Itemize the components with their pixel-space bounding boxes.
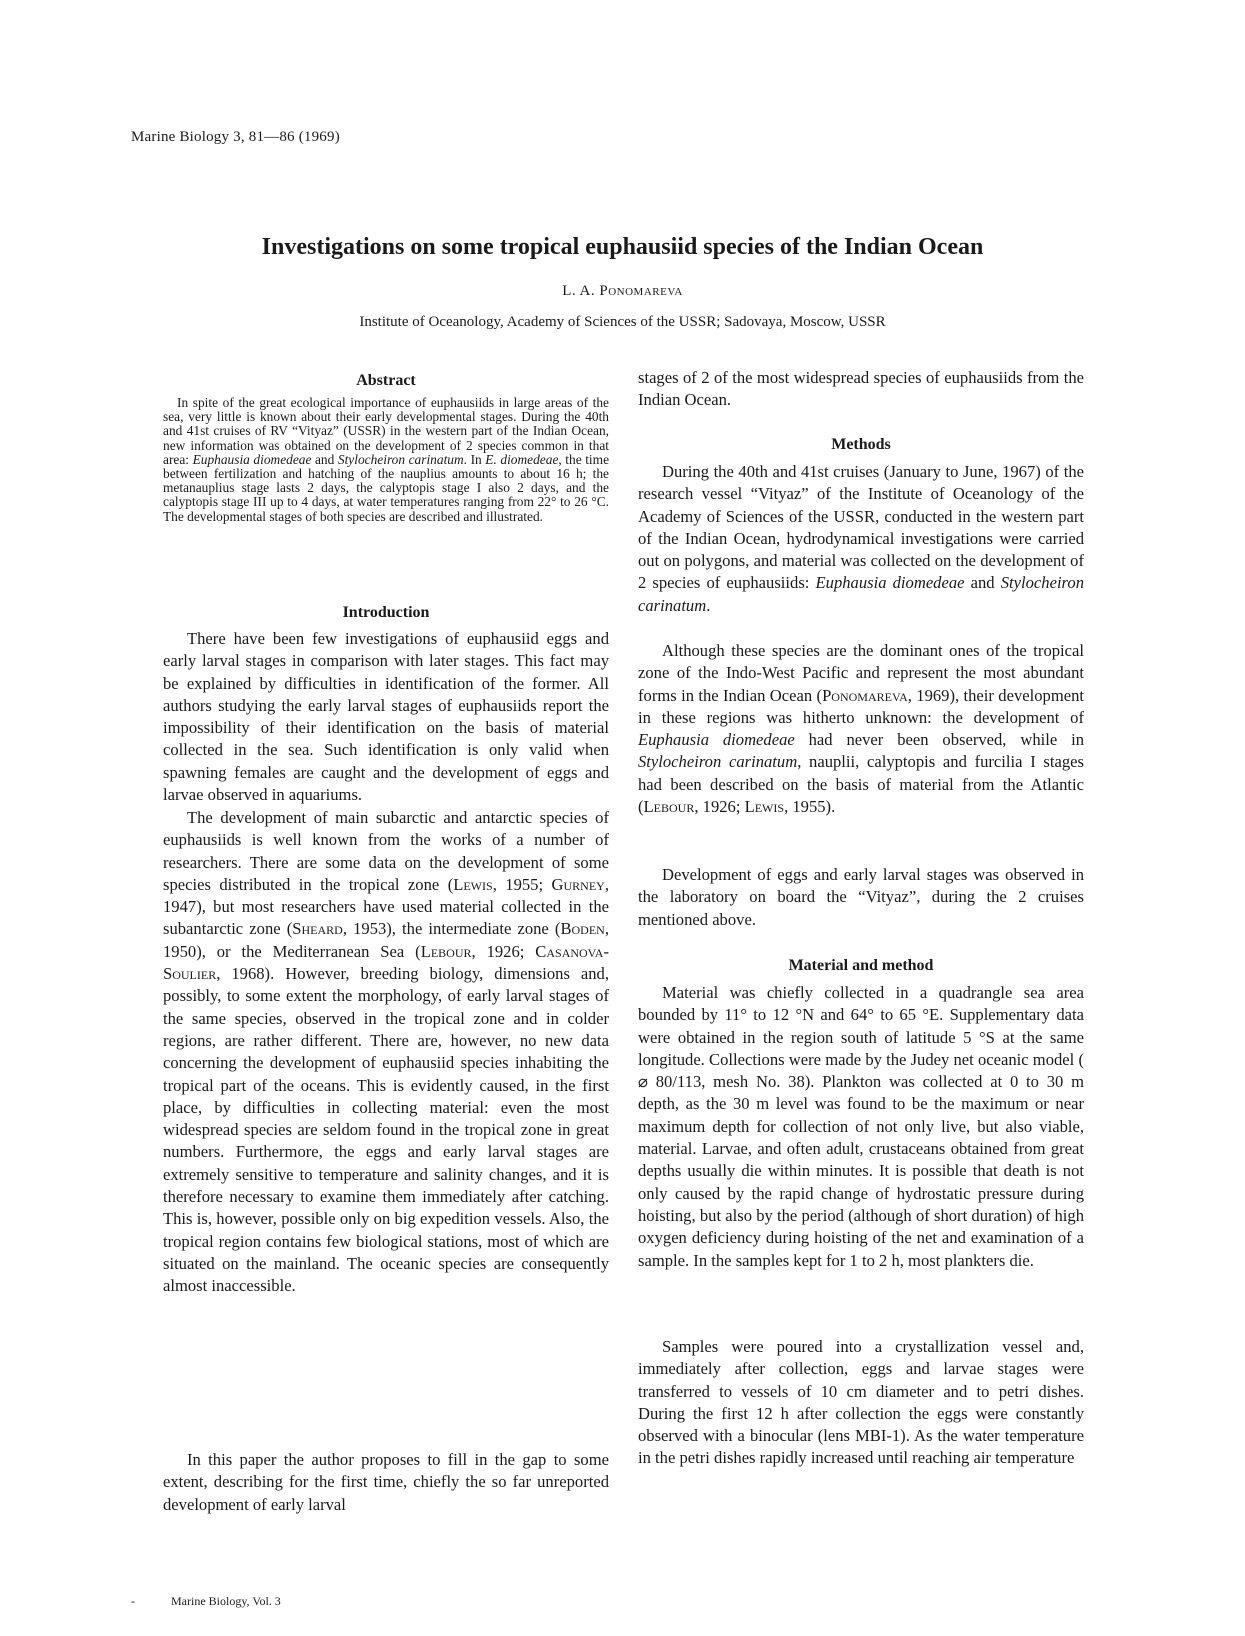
text-run: had never been observed, while in: [794, 730, 1084, 750]
intro-paragraph-3: In this paper the author proposes to fill in the gap to some extent, describing for the first time, chiefly the so far unreported development of early larval: [163, 1450, 609, 1514]
text-run: and: [964, 573, 1001, 593]
journal-reference: Marine Biology 3, 81—86 (1969): [131, 129, 340, 145]
text-run: , 1926;: [694, 797, 745, 817]
cited-author: Gurney: [551, 874, 605, 894]
species-name: Euphausia diomedeae: [638, 730, 795, 750]
text-run: , 1950), or the Mediterranean Sea (: [163, 919, 609, 961]
cited-author: Lebour: [643, 797, 695, 817]
text-run: Although these species are the dominant ones of the tropical zone of the Indo-West Pacific and represent the most abundant forms in the Indian Ocean (: [638, 641, 1084, 705]
abstract-text: , the time between fertilization and hatching of the nauplius amounts to about 16 h; the metanauplius stage lasts 2 days, the calyptopis stage I also 2 days, and the calyptopis stage III up to 4 days, at water temperatures ranging from 22° to 26 °C. The developmental stages of both species are described and illustrated.: [163, 451, 610, 524]
species-name: E. diomedeae: [485, 451, 559, 467]
paper-title: Investigations on some tropical euphausiid species of the Indian Ocean: [261, 234, 984, 260]
abstract-text: In spite of the great ecological importance of euphausiids in large areas of the sea, very little is known about their early developmental stages. During the 40th and 41st cruises of RV “Vityaz” (USSR) in the western part of the Indian Ocean, new information was obtained on the development of 2 species common in that area:: [163, 395, 609, 467]
methods-paragraph-3: Development of eggs and early larval stages was observed in the laboratory on board the “Vityaz”, during the 2 cruises mentioned above.: [638, 865, 1084, 929]
species-name: Stylocheiron carinatum: [638, 752, 798, 772]
cited-author: Lewis: [744, 797, 785, 817]
abstract-heading: Abstract: [356, 372, 416, 389]
cited-author: Lebour: [420, 941, 472, 961]
cited-author: Ponomareva: [822, 685, 908, 705]
cited-author: Lewis: [453, 874, 493, 894]
author-line: [0, 283, 1245, 300]
intro-paragraph-1: There have been few investigations of euphausiid eggs and early larval stages in comparison with later stages. This fact may be explained by difficulties in identification of the former. All authors studying the early larval stages of euphausiids report the impossibility of their identification on the basis of material collected in the sea. Such identification is only valid when spawning females are caught and the development of eggs and larvae observed in aquariums.: [163, 629, 609, 805]
species-name: Stylocheiron carinatum: [337, 451, 464, 467]
cited-author: Boden: [560, 919, 605, 939]
text-run: , 1953), the intermediate zone (: [342, 919, 561, 939]
abstract-text: and: [311, 451, 338, 467]
material-paragraph-2: Samples were poured into a crystallization vessel and, immediately after collection, eggs and larvae stages were transferred to vessels of 10 cm diameter and to petri dishes. During the first 12 h after collection the eggs were constantly observed with a binocular (lens MBI-1). As the water temperature in the petri dishes rapidly increased until reaching air temperature: [638, 1337, 1084, 1468]
text-run: , 1926;: [471, 941, 536, 961]
abstract-text: . In: [463, 451, 486, 467]
abstract-body: [163, 396, 609, 524]
methods-heading: Methods: [831, 436, 891, 453]
methods-paragraph-2: [638, 640, 1084, 818]
affiliation: Institute of Oceanology, Academy of Sciences of the USSR; Sadovaya, Moscow, USSR: [359, 314, 886, 330]
material-paragraph-1: Material was chiefly collected in a quadrangle sea area bounded by 11° to 12 °N and 64° to 65 °E. Supplementary data were obtained in the region south of latitude 5 °S at the same longitude. Collections were made by the Judey net oceanic model ( ⌀ 80/113, mesh No. 38). Plankton was collected at 0 to 30 m depth, as the 30 m level was found to be the maximum or near maximum depth for collection of not only live, but also viable, material. Larvae, and often adult, crustaceans obtained from great depths usually die within minutes. It is possible that death is not only caused by the rapid change of hydrostatic pressure during hoisting, but also by the period (although of short duration) of high oxygen deficiency during hoisting of the net and examination of a sample. In the samples kept for 1 to 2 h, most plankters die.: [638, 983, 1084, 1270]
footer-text: Marine Biology, Vol. 3: [171, 1594, 281, 1608]
page-footer: - Marine Biology, Vol. 3: [131, 1594, 281, 1608]
text-run: The development of main subarctic and antarctic species of euphausiids is well known from the works of a number of researchers. There are some data on the development of some species distributed in the tropical zone (: [163, 808, 609, 894]
intro-paragraph-2: [163, 807, 609, 1298]
text-run: , 1955;: [492, 874, 552, 894]
text-run: During the 40th and 41st cruises (January to June, 1967) of the research vessel “Vityaz” of the Institute of Oceanology of the Academy of Sciences of the USSR, conducted in the western part of the Indian Ocean, hydrodynamical investigations were carried out on polygons, and material was collected on the development of 2 species of euphausiids:: [638, 462, 1084, 593]
introduction-heading: Introduction: [342, 604, 430, 621]
text-run: , 1969), their development in these regions was hitherto unknown: the development of: [638, 685, 1084, 727]
material-heading: Material and method: [788, 957, 934, 974]
cited-author: Sheard: [292, 919, 343, 939]
text-run: .: [706, 595, 711, 615]
text-run: , 1968). However, breeding biology, dimensions and, possibly, to some extent the morphology, of early larval stages of the same species, observed in the tropical zone and in colder regions, are rather different. There are, however, no new data concerning the development of euphausiid species inhabiting the tropical part of the oceans. This is evidently caused, in the first place, by difficulties in collecting material: even the most widespread species are seldom found in the tropical zone in great numbers. Furthermore, the eggs and early larval stages are extremely sensitive to temperature and salinity changes, and it is therefore necessary to examine them immediately after catching. This is, however, possible only on big expedition vessels. Also, the tropical region contains few biological stations, most of which are situated on the mainland. The oceanic species are consequently almost inaccessible.: [163, 964, 609, 1296]
species-name: Euphausia diomedeae: [192, 451, 312, 467]
species-name: Euphausia diomedeae: [815, 573, 965, 593]
species-name: Stylocheiron carinatum: [638, 573, 1084, 615]
text-run: , 1947), but most researchers have used material collected in the subantarctic zone (: [163, 874, 609, 939]
intro-paragraph-3-continued: stages of 2 of the most widespread species of euphausiids from the Indian Ocean.: [638, 368, 1084, 410]
text-run: , 1955).: [784, 797, 836, 817]
methods-paragraph-1: [638, 461, 1084, 617]
cited-author: Casanova-Soulier: [163, 941, 609, 984]
text-run: , nauplii, calyptopis and furcilia I stages had been described on the basis of material from the Atlantic (: [638, 752, 1084, 817]
author-surname: Ponomareva: [599, 283, 683, 299]
author-initials: L. A.: [562, 283, 596, 299]
